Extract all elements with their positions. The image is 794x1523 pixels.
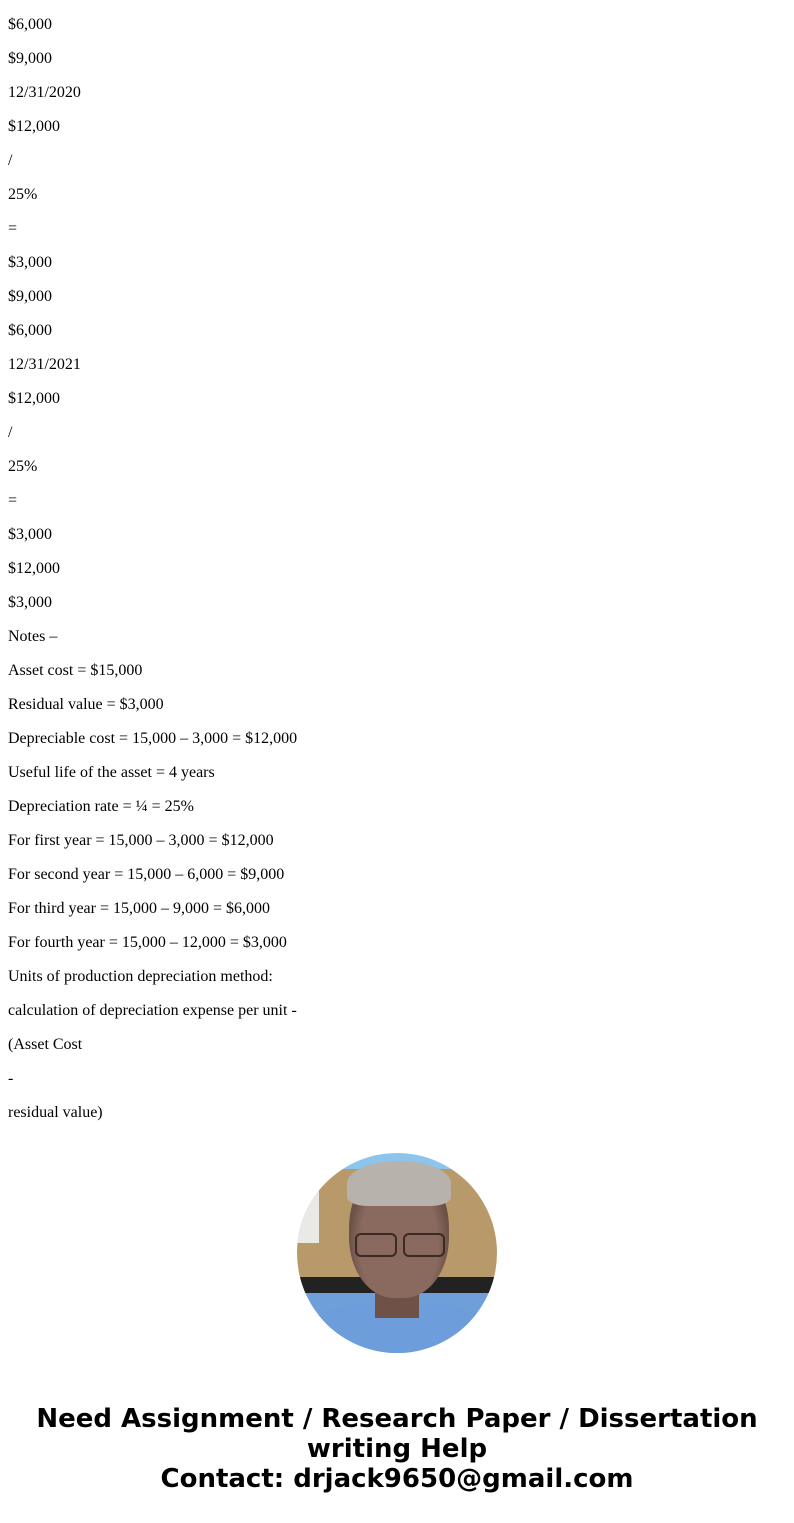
text-line: 12/31/2020: [8, 84, 81, 101]
document-body: [8, 16, 297, 1138]
text-line: $6,000: [8, 322, 52, 339]
text-line: For third year = 15,000 – 9,000 = $6,000: [8, 900, 271, 917]
text-line: $9,000: [8, 288, 52, 305]
text-line: 12/31/2021: [8, 356, 81, 373]
banner-line-1: Need Assignment / Research Paper / Dissertation: [36, 1404, 758, 1434]
text-line: Units of production depreciation method:: [8, 968, 273, 985]
text-line: residual value): [8, 1104, 103, 1121]
text-line: Residual value = $3,000: [8, 696, 164, 713]
author-photo: [297, 1153, 497, 1353]
text-line: $3,000: [8, 526, 52, 543]
banner-line-2: writing Help: [306, 1434, 488, 1464]
text-line: For second year = 15,000 – 6,000 = $9,000: [8, 866, 285, 883]
text-line: -: [8, 1070, 14, 1087]
text-line: $12,000: [8, 560, 60, 577]
text-line: =: [8, 220, 18, 237]
text-line: $12,000: [8, 390, 60, 407]
text-line: Asset cost = $15,000: [8, 662, 143, 679]
text-line: $6,000: [8, 16, 52, 33]
text-line: For fourth year = 15,000 – 12,000 = $3,000: [8, 934, 287, 951]
text-line: /: [8, 424, 13, 441]
text-line: $3,000: [8, 254, 52, 271]
text-line: $3,000: [8, 594, 52, 611]
text-line: $12,000: [8, 118, 60, 135]
text-line: /: [8, 152, 13, 169]
text-line: Depreciation rate = ¼ = 25%: [8, 798, 194, 815]
text-line: $9,000: [8, 50, 52, 67]
text-line: Useful life of the asset = 4 years: [8, 764, 215, 781]
text-line: For first year = 15,000 – 3,000 = $12,000: [8, 832, 274, 849]
text-line: 25%: [8, 186, 38, 203]
text-line: Depreciable cost = 15,000 – 3,000 = $12,000: [8, 730, 298, 747]
text-line: (Asset Cost: [8, 1036, 83, 1053]
text-line: 25%: [8, 458, 38, 475]
contact-email: Contact: drjack9650@gmail.com: [160, 1464, 634, 1494]
contact-banner: [0, 1404, 794, 1494]
text-line: calculation of depreciation expense per unit -: [8, 1002, 297, 1019]
text-line: =: [8, 492, 18, 509]
text-line: Notes –: [8, 628, 58, 645]
